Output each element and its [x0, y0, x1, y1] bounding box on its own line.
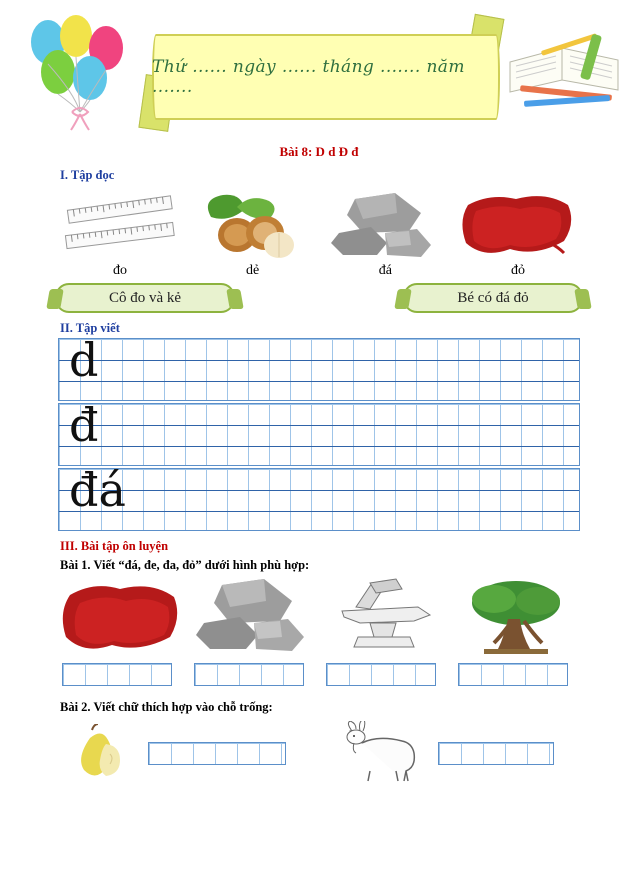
exercise-2-row	[62, 721, 576, 785]
writing-guide-line-upper	[59, 490, 579, 491]
section-heading-reading: I. Tập đọc	[60, 168, 115, 182]
writing-guide-line	[59, 381, 579, 382]
section-heading-writing: II. Tập viết	[60, 321, 120, 335]
hazelnut-image	[193, 189, 313, 261]
exercise-2-instruction: Bài 2. Viết chữ thích hợp vào chỗ trống:	[60, 700, 273, 714]
rocks-image	[194, 577, 312, 657]
exercise-1-item-2	[194, 577, 312, 686]
ruler-image	[60, 189, 180, 261]
red-paint-image	[62, 577, 180, 657]
writing-guide-line-upper	[59, 425, 579, 426]
pear-image	[62, 724, 140, 782]
answer-box-5[interactable]	[148, 742, 286, 765]
page-title: Bài 8: D d Đ đ	[279, 144, 359, 159]
word-da: đá	[378, 263, 392, 278]
writing-guide-line-upper	[59, 360, 579, 361]
writing-model-word-da: đá	[69, 463, 126, 517]
exercise-1-instruction: Bài 1. Viết “đá, đe, đa, đỏ” dưới hình phù hợp:	[60, 558, 310, 572]
page-header	[0, 0, 638, 142]
answer-box-4[interactable]	[458, 663, 568, 686]
section-heading-practice: III. Bài tập ôn luyện	[60, 539, 169, 553]
rocks-image	[325, 189, 445, 261]
goat-image	[340, 721, 430, 785]
date-line: Thứ ...... ngày ...... tháng ....... năm .......	[152, 57, 465, 97]
writing-row-1	[58, 333, 580, 401]
word-do2: đỏ	[510, 263, 525, 278]
banyan-tree-image	[458, 577, 576, 657]
answer-box-2[interactable]	[194, 663, 304, 686]
sentence-banner-2: Bé có đá đỏ	[403, 283, 583, 313]
writing-row-2	[58, 398, 580, 466]
writing-guide-line	[59, 446, 579, 447]
answer-box-6[interactable]	[438, 742, 554, 765]
reading-sentence-row	[55, 283, 583, 313]
anvil-image	[326, 577, 444, 657]
word-do: đo	[113, 263, 127, 278]
sentence-banner-1: Cô đo và kẻ	[55, 283, 235, 313]
date-ribbon	[140, 16, 510, 134]
writing-row-3	[58, 463, 580, 531]
exercise-1-row	[62, 577, 576, 686]
exercise-1-item-3	[326, 577, 444, 686]
writing-model-letter-dd: đ	[69, 398, 99, 452]
exercise-1-item-1	[62, 577, 180, 686]
books-and-pencils-icon	[500, 14, 630, 124]
balloons-icon	[14, 8, 144, 138]
writing-model-letter-d: d	[69, 333, 99, 387]
answer-box-3[interactable]	[326, 663, 436, 686]
word-de: dẻ	[246, 263, 260, 278]
red-paint-image	[458, 189, 578, 261]
reading-word-row	[60, 263, 578, 279]
writing-guide-line	[59, 511, 579, 512]
exercise-1-item-4	[458, 577, 576, 686]
reading-picture-row	[60, 189, 578, 261]
answer-box-1[interactable]	[62, 663, 172, 686]
